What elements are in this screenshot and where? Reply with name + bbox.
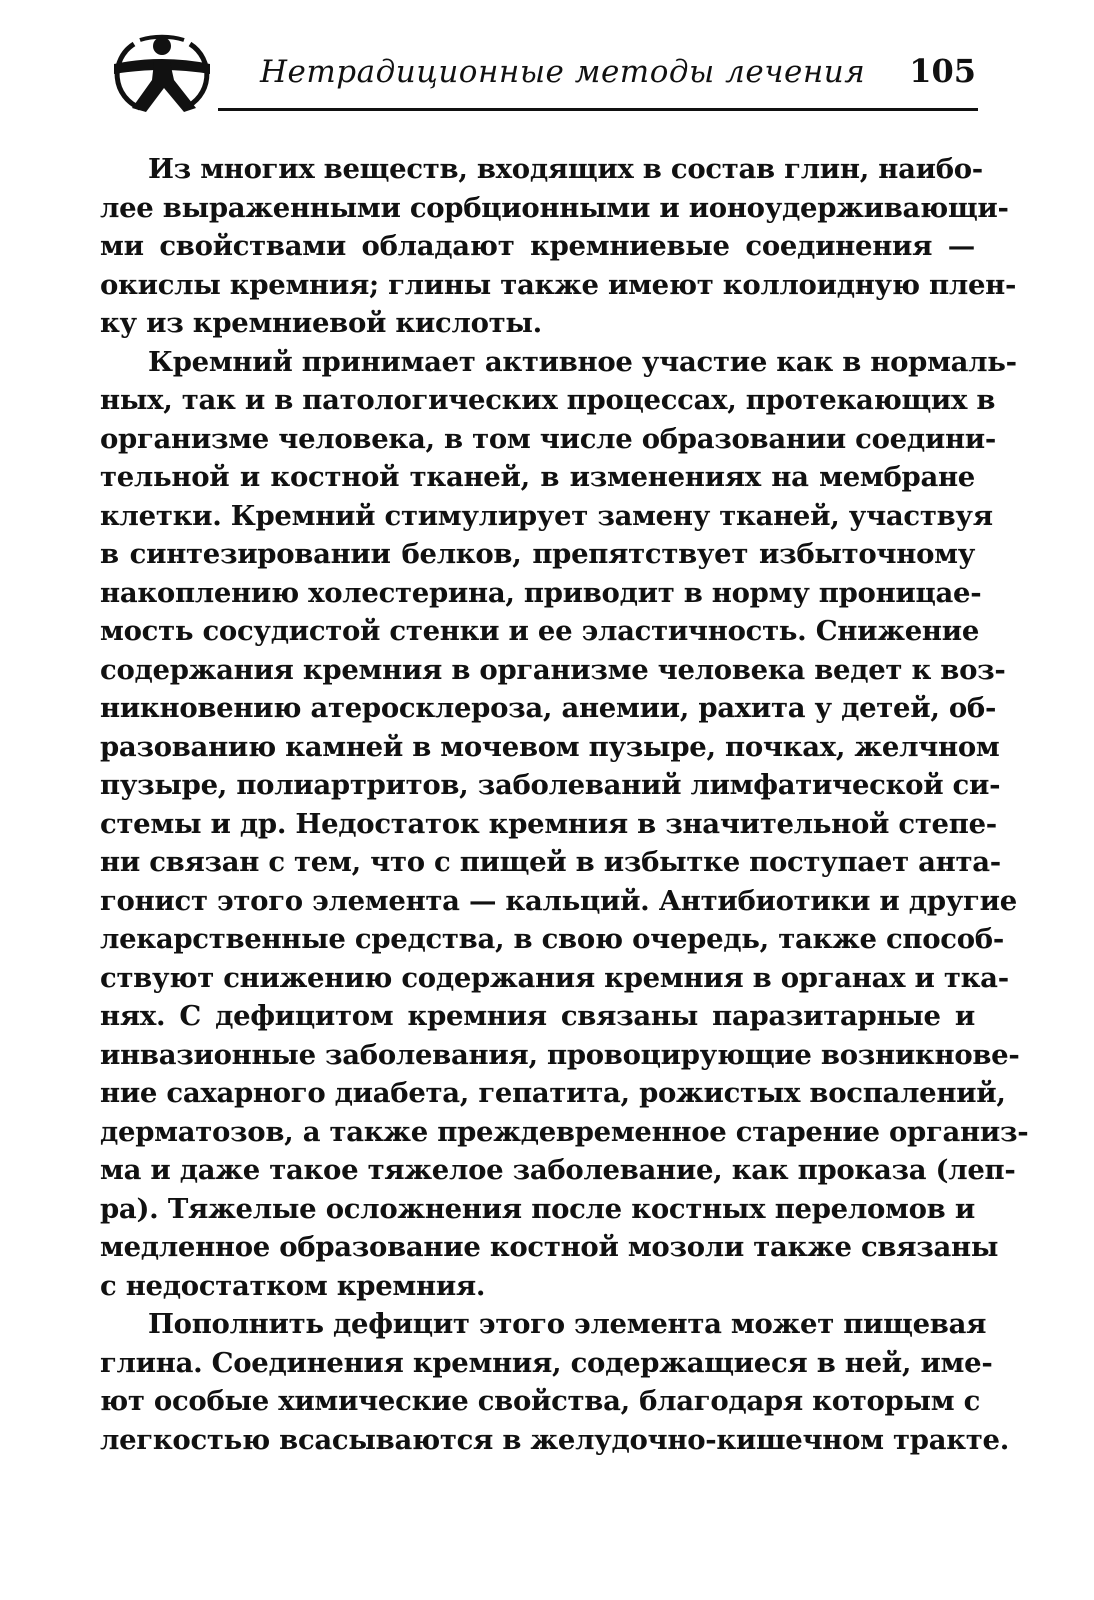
- text-line: лее выраженными сорбционными и ионоудерживающи-: [100, 191, 1009, 224]
- text-line: стемы и др. Недостаток кремния в значительной степе-: [100, 807, 997, 840]
- running-figure-emblem-icon: [100, 32, 224, 116]
- text-line: ма и даже такое тяжелое заболевание, как проказа (леп-: [100, 1154, 1016, 1186]
- text-line: организме человека, в том числе образовании соедини-: [100, 422, 997, 455]
- text-line: окислы кремния; глины также имеют коллоидную плен-: [100, 268, 1017, 301]
- text-line: никновению атеросклероза, анемии, рахита у детей, об-: [100, 692, 997, 724]
- text-line: глина. Соединения кремния, содержащиеся в ней, име-: [100, 1346, 993, 1379]
- text-line: Кремний принимает активное участие как в нормаль-: [148, 345, 1017, 378]
- paragraph: [100, 1305, 1009, 1459]
- text-line: Пополнить дефицит этого элемента может пищевая: [148, 1308, 987, 1340]
- paragraph: [100, 150, 1017, 343]
- text-line: медленное образование костной мозоли также связаны: [100, 1231, 999, 1263]
- text-line: нях. С дефицитом кремния связаны паразитарные и: [100, 1000, 975, 1032]
- text-line: ных, так и в патологических процессах, протекающих в: [100, 384, 996, 416]
- text-line: ствуют снижению содержания кремния в органах и тка-: [100, 961, 1009, 994]
- text-line: инвазионные заболевания, провоцирующие возникнове-: [100, 1038, 1020, 1071]
- text-line: мость сосудистой стенки и ее эластичность. Снижение: [100, 615, 980, 647]
- text-line: содержания кремния в организме человека ведет к воз-: [100, 653, 1006, 686]
- paragraph: [100, 343, 1029, 1306]
- text-line: накоплению холестерина, приводит в норму проницае-: [100, 576, 982, 609]
- text-line: гонист этого элемента — кальций. Антибиотики и другие: [100, 884, 1017, 917]
- running-title: Нетрадиционные методы лечения: [260, 54, 866, 90]
- text-line: ми свойствами обладают кремниевые соединения —: [100, 230, 975, 262]
- text-line: в синтезировании белков, препятствует избыточному: [100, 538, 975, 570]
- text-line: ют особые химические свойства, благодаря которым с: [100, 1385, 981, 1417]
- text-line: разованию камней в мочевом пузыре, почках, желчном: [100, 730, 1000, 763]
- header-rule: [218, 108, 978, 111]
- text-line: Из многих веществ, входящих в состав глин, наибо-: [148, 153, 983, 185]
- text-line: ни связан с тем, что с пищей в избытке поступает анта-: [100, 846, 1001, 878]
- text-line: ние сахарного диабета, гепатита, рожистых воспалений,: [100, 1077, 1006, 1109]
- text-line: легкостью всасываются в желудочно-кишечном тракте.: [100, 1423, 1009, 1456]
- text-line: ку из кремниевой кислоты.: [100, 307, 542, 339]
- body-text: [100, 150, 1029, 1459]
- text-line: клетки. Кремний стимулирует замену тканей, участвуя: [100, 499, 993, 532]
- page-header: [100, 28, 980, 118]
- page-number: 105: [909, 52, 976, 90]
- text-line: дерматозов, а также преждевременное старение организ-: [100, 1115, 1029, 1148]
- text-line: ра). Тяжелые осложнения после костных переломов и: [100, 1192, 975, 1225]
- text-line: лекарственные средства, в свою очередь, также способ-: [100, 923, 1004, 955]
- text-line: тельной и костной тканей, в изменениях на мембране: [100, 461, 975, 493]
- text-line: пузыре, полиартритов, заболеваний лимфатической си-: [100, 769, 1001, 801]
- text-line: с недостатком кремния.: [100, 1269, 486, 1302]
